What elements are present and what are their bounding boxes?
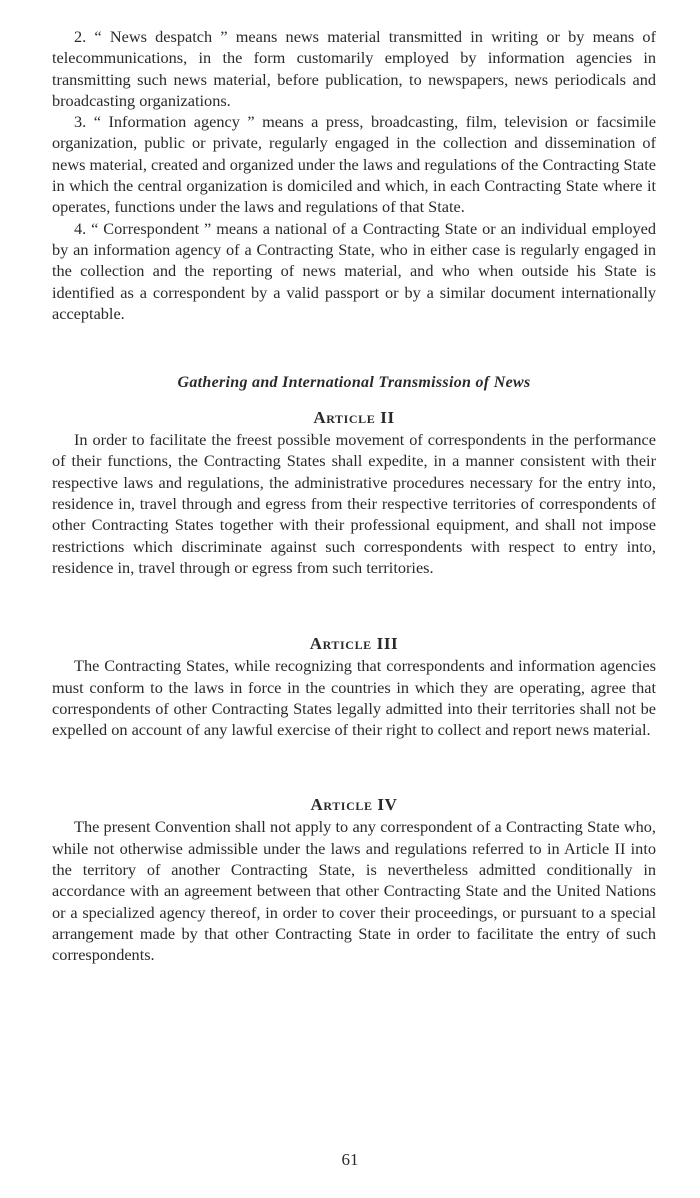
page-number: 61 (341, 1150, 359, 1169)
definition-paragraph-3: 3. “ Information agency ” means a press, broadcasting, film, television or facsimile organization, public or private, regularly engaged in the collection and dissemination of news material, created and organized under the laws and regulations of the Contracting State in which the central organization is domiciled and which, in each Contracting State where it operates, functions under the laws and regulations of that State. (52, 112, 656, 217)
definition-paragraph-2: 2. “ News despatch ” means news material transmitted in writing or by means of telecommunications, in the form customarily employed by information agencies in transmitting such news material, before publication, to newspapers, news periodicals and broadcasting organizations. (52, 27, 656, 110)
article-ii-heading: Article II (313, 408, 395, 428)
article-iii-heading: Article III (309, 634, 399, 654)
article-ii-text: In order to facilitate the freest possible movement of correspondents in the performance of their functions, the Contracting States shall expedite, in a manner consistent with their respective laws and regulations, the administrative procedures necessary for the entry into, residence in, travel through and egress from their respective territories of correspondents of other Contracting States together with their professional equipment, and shall not impose restrictions which discriminate against such correspondents with respect to entry into, residence in, travel through or egress from such territories. (52, 430, 656, 577)
definition-paragraph-4: 4. “ Correspondent ” means a national of a Contracting State or an individual employed by an information agency of a Contracting State, who in either case is regularly engaged in the collection and the reporting of news material, and who when outside his State is identified as a correspondent by a valid passport or by a similar document internationally acceptable. (52, 218, 656, 323)
article-iii-text: The Contracting States, while recognizing that correspondents and information agencies must conform to the laws in force in the countries in which they are operating, agree that correspondents of other Contracting States legally admitted into their territories shall not be expelled on account of any lawful exercise of their right to collect and report news material. (52, 656, 656, 740)
document-page (52, 26, 656, 966)
article-iv-heading: Article IV (310, 795, 398, 815)
article-iv-text: The present Convention shall not apply to any correspondent of a Contracting State who, while not otherwise admissible under the laws and regulations referred to in Article II into the territory of another Contracting State, is nevertheless admitted conditionally in accordance with an agreement between that other Contracting State and the United Nations or a specialized agency thereof, in order to cover their proceedings, or pursuant to a special arrangement made by that other Contracting State in order to facilitate the entry of such correspondents. (52, 817, 656, 965)
section-title: Gathering and International Transmission of News (177, 374, 531, 392)
